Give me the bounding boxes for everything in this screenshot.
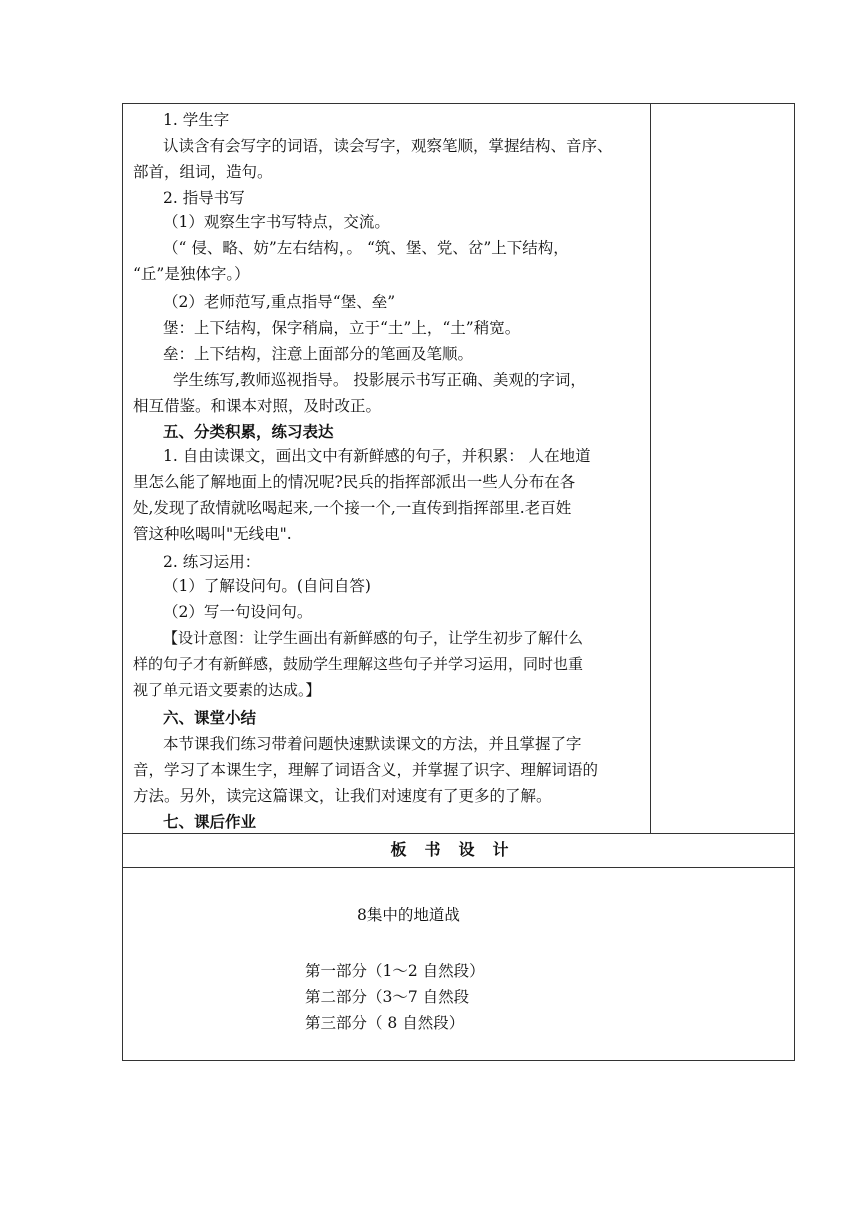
text-line: 管这种吆喝叫"无线电". [133, 525, 292, 543]
design-intent-note: 【设计意图：让学生画出有新鲜感的句子，让学生初步了解什么 [163, 629, 584, 647]
text-line: 堡：上下结构，保字稍扁，立于“土”上，“土”稍宽。 [163, 319, 521, 337]
text-line: （2）老师范写,重点指导“堡、垒” [163, 293, 396, 311]
text-line: 方法。另外，读完这篇课文，让我们对速度有了更多的了解。 [133, 787, 552, 805]
lesson-table [122, 103, 795, 1061]
section-heading: 七、课后作业 [163, 812, 257, 831]
text-line: 垒：上下结构，注意上面部分的笔画及笔顺。 [163, 345, 474, 363]
text-line: （1）了解设问句。(自问自答) [163, 577, 371, 595]
text-line: 本节课我们练习带着问题快速默读课文的方法，并且掌握了字 [163, 735, 582, 753]
text-line: 1. 自由读课文，画出文中有新鲜感的句子，并积累： 人在地道 [163, 447, 591, 465]
text-line: 里怎么能了解地面上的情况呢?民兵的指挥部派出一些人分布在各 [133, 473, 576, 491]
board-part-1: 第一部分（1～2 自然段） [305, 962, 485, 980]
text-line: 1. 学生字 [163, 111, 230, 129]
text-line: 部首，组词，造句。 [133, 163, 273, 181]
board-design-header: 板书设计 [390, 840, 527, 859]
board-title: 8集中的地道战 [357, 906, 460, 924]
text-line: 2. 指导书写 [163, 189, 245, 207]
text-line: （2）写一句设问句。 [163, 603, 313, 621]
text-line: “丘”是独体字。） [133, 265, 250, 283]
design-intent-note: 样的句子才有新鲜感，鼓励学生理解这些句子并学习运用，同时也重 [133, 655, 584, 673]
text-line: 学生练写,教师巡视指导。 投影展示书写正确、美观的字词， [173, 371, 586, 389]
design-intent-note: 视了单元语文要素的达成。】 [133, 681, 321, 699]
text-line: 相互借鉴。和课本对照，及时改正。 [133, 397, 382, 415]
board-part-2: 第二部分（3～7 自然段 [305, 988, 470, 1006]
column-divider [650, 104, 651, 833]
section-heading: 六、课堂小结 [163, 708, 257, 727]
text-line: （“ 侵、略、妨”左右结构，。 “筑、堡、党、岔”上下结构， [163, 239, 569, 257]
row-divider-bottom [123, 867, 794, 868]
text-line: 音，学习了本课生字，理解了词语含义，并掌握了识字、理解词语的 [133, 761, 599, 779]
board-part-3: 第三部分（ 8 自然段） [305, 1014, 465, 1032]
text-line: （1）观察生字书写特点，交流。 [163, 213, 390, 231]
section-heading: 五、分类积累，练习表达 [163, 422, 334, 441]
text-line: 2. 练习运用： [163, 553, 261, 571]
text-line: 认读含有会写字的词语，读会写字，观察笔顺，掌握结构、音序、 [163, 137, 613, 155]
text-line: 处,发现了敌情就吆喝起来,一个接一个,一直传到指挥部里.老百姓 [133, 499, 572, 517]
